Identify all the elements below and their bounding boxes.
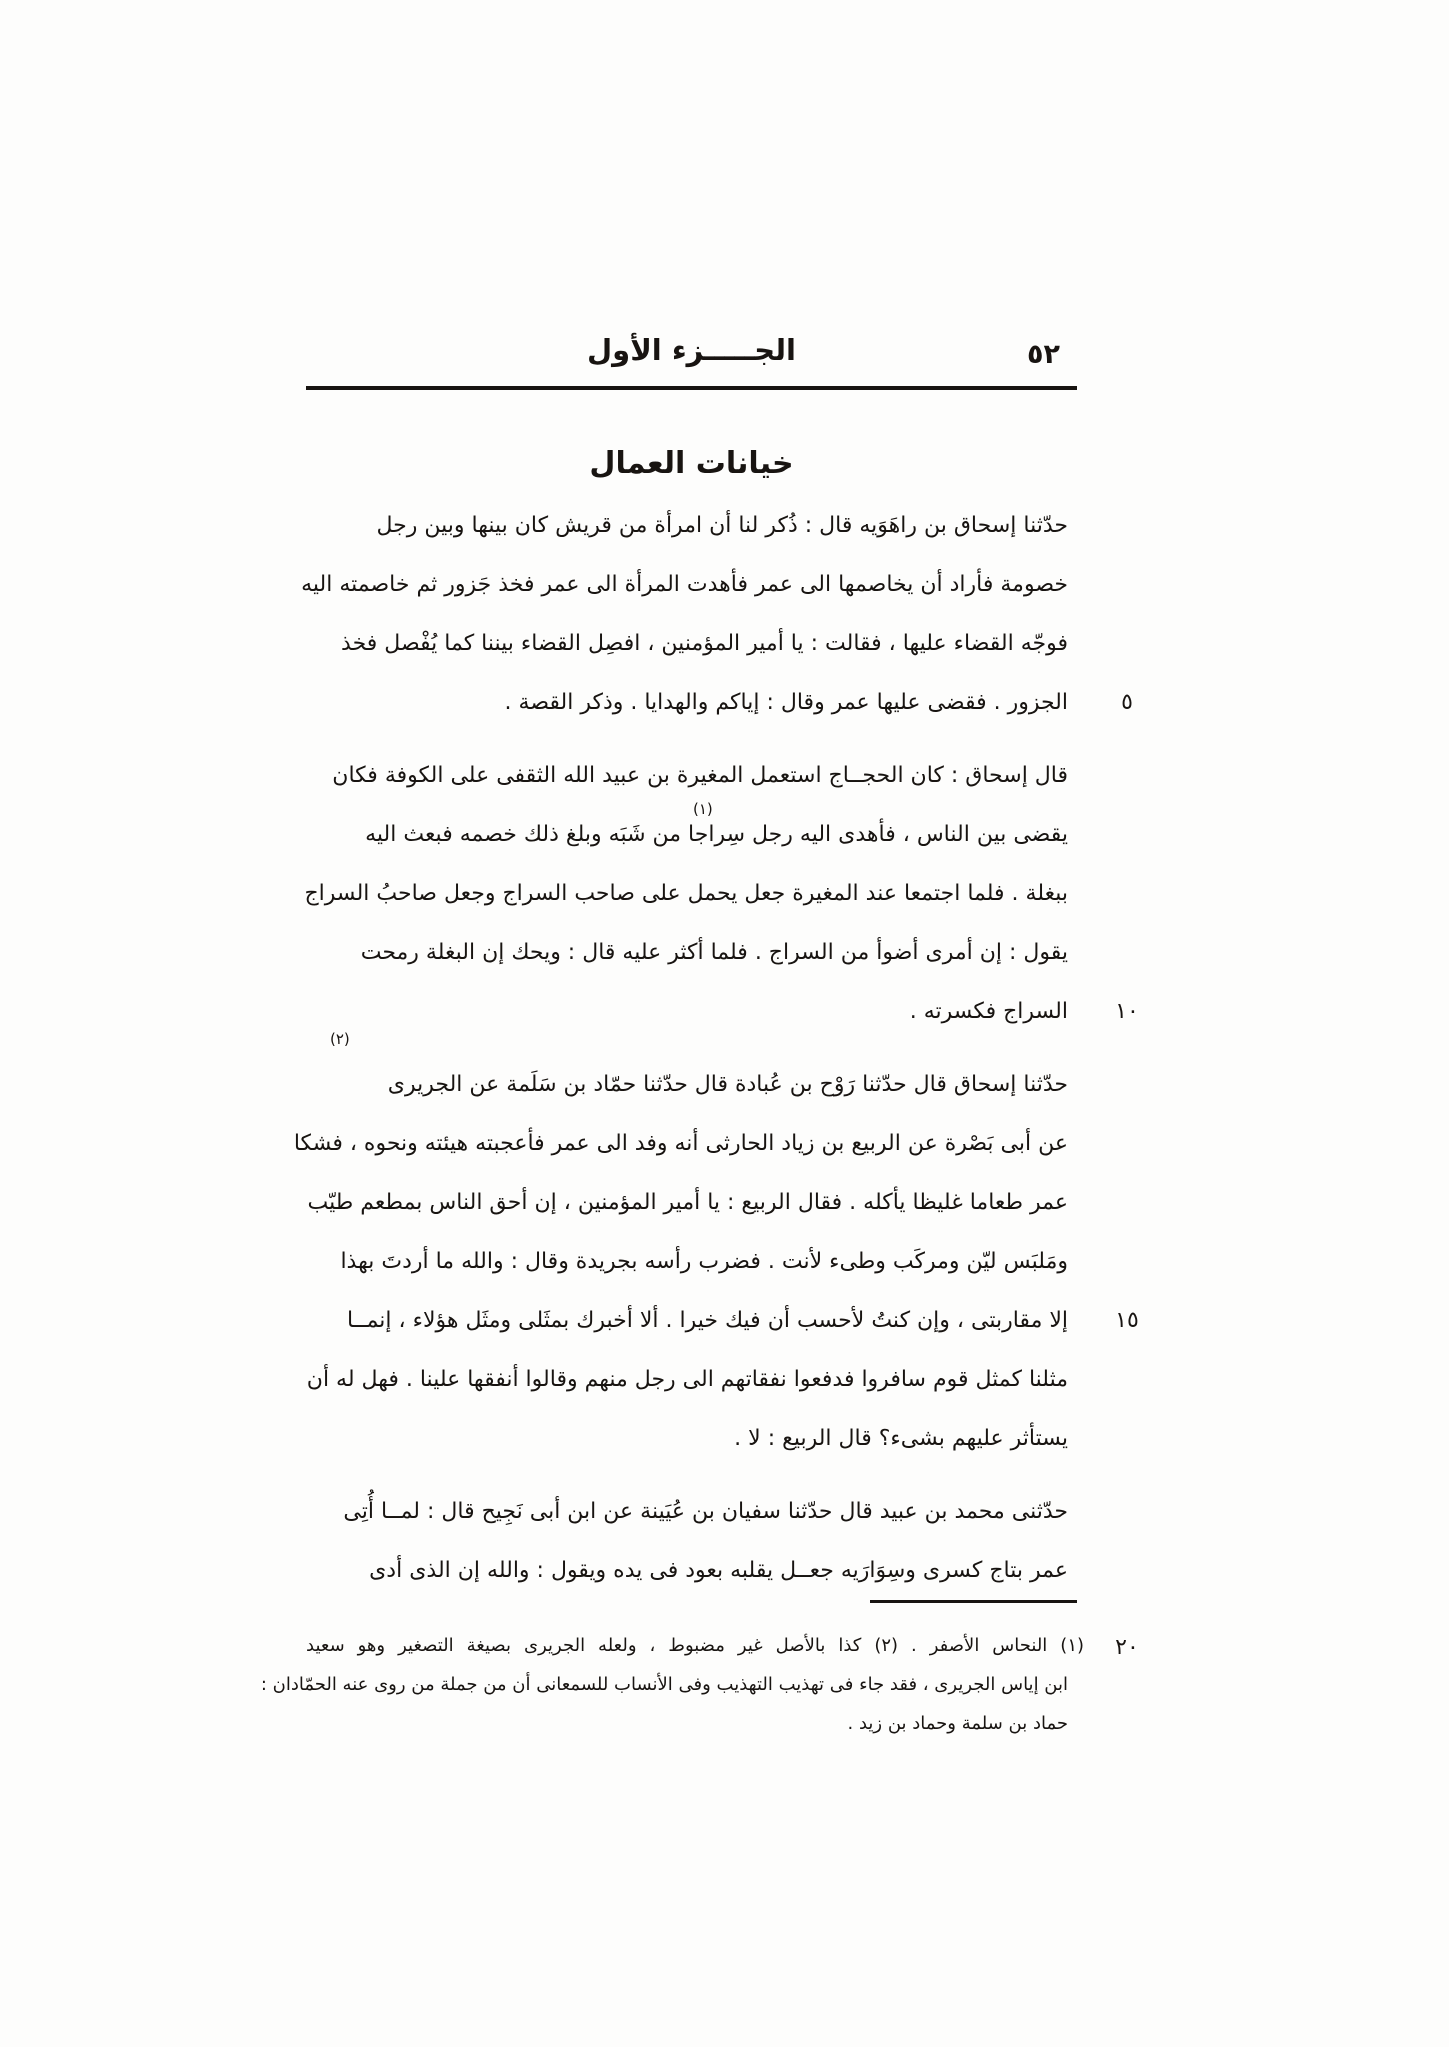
running-head-part-title: الجـــــزء الأول <box>587 333 796 367</box>
paragraph <box>306 746 1068 1041</box>
text-line: حدّثنا إسحاق قال حدّثنا رَوْح بن عُبادة قال حدّثنا حمّاد بن سَلَمة عن الجريرى <box>387 1072 1068 1097</box>
text-line: إلا مقاربتى ، وإن كنتُ لأحسب أن فيك خيرا . ألا أخبرك بمثَلى ومثَل هؤلاء ، إنمــا <box>346 1308 1068 1333</box>
footnote-line: (١) النحاس الأصفر . (٢) كذا بالأصل غير مضبوط ، ولعله الجريرى بصيغة التصغير وهو سعيد <box>306 1635 1085 1656</box>
paragraph <box>306 1482 1068 1600</box>
footnote-ref-2: (٢) <box>330 1030 350 1048</box>
text-line: السراج فكسرته . <box>909 999 1068 1024</box>
paragraph <box>293 1055 1068 1468</box>
text-line: قال إسحاق : كان الحجــاج استعمل المغيرة بن عبيد الله الثقفى على الكوفة فكان <box>332 763 1068 788</box>
text-line: خصومة فأراد أن يخاصمها الى عمر فأهدت المرأة الى عمر فخذ جَزور ثم خاصمته اليه <box>301 572 1068 597</box>
text-line: عمر بتاج كسرى وسِوَارَيه جعــل يقلبه بعود فى يده ويقول : والله إن الذى أدى <box>369 1558 1068 1583</box>
margin-line-number-5: ٥ <box>1121 690 1133 715</box>
text-line: عمر طعاما غليظا يأكله . فقال الربيع : يا أمير المؤمنين ، إن أحق الناس بمطعم طيّب <box>307 1190 1068 1215</box>
footnote-separator-rule <box>870 1600 1077 1603</box>
text-line: فوجّه القضاء عليها ، فقالت : يا أمير المؤمنين ، افصِل القضاء بيننا كما يُفْصل فخذ <box>341 631 1068 656</box>
text-line: حدّثنا إسحاق بن راهَوَيه قال : ذُكر لنا أن امرأة من قريش كان بينها وبين رجل <box>376 513 1068 538</box>
footnote-ref-1: (١) <box>693 800 713 818</box>
text-line: ومَلبَس ليّن ومركَب وطىء لأنت . فضرب رأسه بجريدة وقال : والله ما أردتَ بهذا <box>340 1249 1068 1274</box>
header-rule <box>306 386 1077 390</box>
footnotes-block <box>260 1626 1085 1743</box>
text-line: الجزور . فقضى عليها عمر وقال : إياكم والهدايا . وذكر القصة . <box>504 690 1068 715</box>
text-line: حدّثنى محمد بن عبيد قال حدّثنا سفيان بن عُيَينة عن ابن أبى نَجِيح قال : لمــا أُتِى <box>343 1499 1068 1524</box>
paragraph <box>301 496 1068 732</box>
footnote-line: ابن إياس الجريرى ، فقد جاء فى تهذيب التهذيب وفى الأنساب للسمعانى أن من جملة من روى عنه الحمّادان : <box>260 1674 1068 1695</box>
margin-line-number-20: ٢٠ <box>1115 1635 1139 1660</box>
text-line: ببغلة . فلما اجتمعا عند المغيرة جعل يحمل على صاحب السراج وجعل صاحبُ السراج <box>304 881 1068 906</box>
section-title: خيانات العمال <box>589 446 794 481</box>
text-line: يقول : إن أمرى أضوأ من السراج . فلما أكثر عليه قال : ويحك إن البغلة رمحت <box>360 940 1068 965</box>
text-line: عن أبى بَصْرة عن الربيع بن زياد الحارثى أنه وفد الى عمر فأعجبته هيئته ونحوه ، فشكا <box>293 1131 1068 1156</box>
footnote-line: حماد بن سلمة وحماد بن زيد . <box>847 1713 1068 1734</box>
body-text-block <box>293 496 1068 1600</box>
page-number: ٥٢ <box>1027 339 1060 370</box>
margin-line-number-10: ١٠ <box>1115 999 1139 1024</box>
text-line: يقضى بين الناس ، فأهدى اليه رجل سِراجا من شَبَه وبلغ ذلك خصمه فبعث اليه <box>365 822 1068 847</box>
margin-line-number-15: ١٥ <box>1115 1308 1139 1333</box>
text-line: مثلنا كمثل قوم سافروا فدفعوا نفقاتهم الى رجل منهم وقالوا أنفقها علينا . فهل له أن <box>306 1367 1068 1392</box>
text-line: يستأثر عليهم بشىء؟ قال الربيع : لا . <box>734 1426 1068 1451</box>
